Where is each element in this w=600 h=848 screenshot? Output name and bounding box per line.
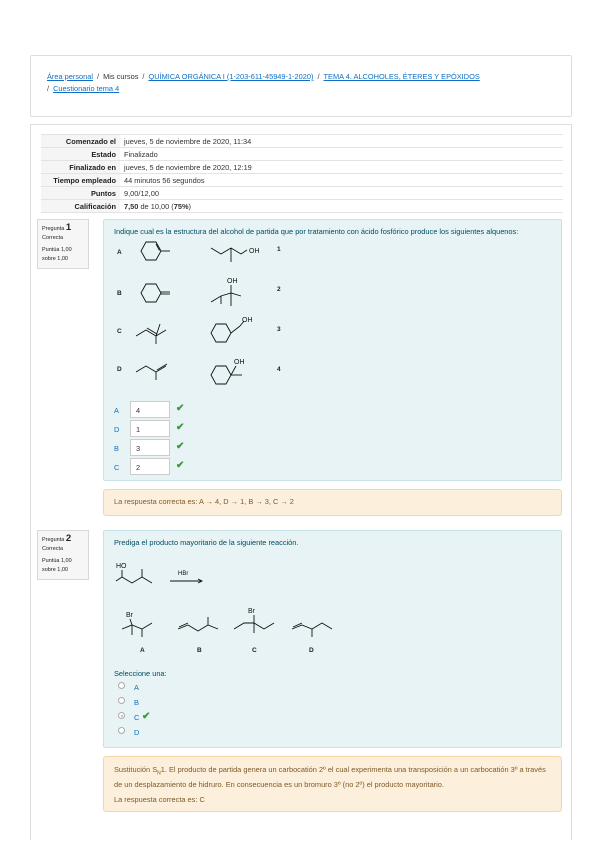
question-text: Indique cual es la estructura del alcohol de partida que por tratamiento con ácido fosfórico produce los siguientes alquenos: (114, 227, 519, 236)
grade-value: 7,50 (124, 201, 139, 211)
select-one-label: Seleccione una: (114, 669, 167, 678)
radio-button[interactable] (118, 682, 125, 689)
svg-text:Br: Br (248, 608, 255, 615)
svg-text:HO: HO (116, 563, 127, 570)
question-1-content: Indique cual es la estructura del alcohol de partida que por tratamiento con ácido fosfórico produce los siguientes alquenos: A B C D OH OH OH OH 1 2 3 4 A 4 ✔ D 1 ✔ B 3 ✔ C 2 ✔ (103, 219, 562, 481)
breadcrumb-quiz-link[interactable]: Cuestionario tema 4 (53, 84, 120, 93)
attempt-summary-table (41, 134, 563, 213)
breadcrumb-course-link[interactable]: QUÍMICA ORGÁNICA I (1-203-611-45949-1-2020) (148, 72, 314, 81)
radio-button[interactable] (118, 697, 125, 704)
match-select[interactable]: 2 (130, 458, 170, 475)
radio-button-selected[interactable] (118, 712, 125, 719)
svg-text:OH: OH (234, 359, 245, 366)
question-number: 2 (65, 533, 72, 544)
molecule-D (134, 358, 179, 386)
svg-text:HBr: HBr (178, 571, 189, 577)
match-select[interactable]: 3 (130, 439, 170, 456)
general-feedback-text: Sustitución $S_N1$. El producto de partida genera un carbocatión 2º el cual experimenta una transposición a un carbocatión 3º a través de un desplazamiento de hidruro. En consecuencia es un bromuro 3º (no 2º) el producto mayoritario. (114, 765, 546, 790)
product-B (176, 613, 226, 643)
question-state: Correcta (42, 546, 64, 552)
molecule-2 (209, 276, 259, 316)
reactant-molecule (112, 559, 162, 589)
question-2-content: Prediga el producto mayoritario de la siguiente reacción. HO HBr Br Br A B C D Seleccione una: A B C ✔ D (103, 530, 562, 748)
match-select[interactable]: 1 (130, 420, 170, 437)
molecule-B (136, 280, 181, 310)
svg-text:Br: Br (126, 612, 133, 619)
breadcrumb-separator: / (47, 84, 50, 93)
question-number: 1 (65, 222, 72, 233)
check-icon: ✔ (176, 441, 185, 452)
molecule-4 (206, 356, 266, 396)
question-2-info: Pregunta 2 Correcta Puntúa 1,00 sobre 1,00 (37, 530, 89, 580)
summary-row-started: Comenzado el jueves, 5 de noviembre de 2020, 11:34 (41, 135, 563, 148)
molecule-C (134, 320, 179, 348)
check-icon: ✔ (142, 711, 151, 722)
breadcrumb-separator: / (142, 72, 145, 81)
summary-row-completed: Finalizado en jueves, 5 de noviembre de 2020, 12:19 (41, 161, 563, 174)
check-icon: ✔ (176, 403, 185, 414)
question-1-info: Pregunta 1 Correcta Puntúa 1,00 sobre 1,00 (37, 219, 89, 269)
question-text: Prediga el producto mayoritario de la siguiente reacción. (114, 538, 299, 547)
reaction-arrow (168, 569, 208, 585)
summary-row-time-taken: Tiempo empleado 44 minutos 56 segundos (41, 174, 563, 187)
molecule-1 (209, 236, 269, 276)
check-icon: ✔ (176, 460, 185, 471)
product-C (232, 607, 282, 643)
check-icon: ✔ (176, 422, 185, 433)
svg-text:OH: OH (227, 278, 238, 285)
breadcrumb-separator: / (317, 72, 320, 81)
breadcrumb-separator: / (97, 72, 100, 81)
summary-row-state: Estado Finalizado (41, 148, 563, 161)
match-select[interactable]: 4 (130, 401, 170, 418)
correct-answer-text: La respuesta correcta es: C (114, 795, 205, 805)
breadcrumb (30, 55, 572, 117)
question-2-feedback (103, 756, 562, 812)
product-D (290, 613, 340, 643)
breadcrumb-topic-link[interactable]: TEMA 4. ALCOHOLES, ÉTERES Y EPÓXIDOS (323, 72, 480, 81)
molecule-A (136, 238, 176, 268)
summary-row-marks: Puntos 9,00/12,00 (41, 187, 563, 200)
radio-button[interactable] (118, 727, 125, 734)
summary-row-grade: Calificación 7,50 de 10,00 (75%) (41, 200, 563, 213)
question-state: Correcta (42, 235, 64, 241)
svg-text:OH: OH (242, 317, 253, 324)
correct-answer-text: La respuesta correcta es: A → 4, D → 1, B → 3, C → 2 (114, 497, 294, 506)
question-1-feedback (103, 489, 562, 516)
breadcrumb-home-link[interactable]: Área personal (47, 72, 94, 81)
product-A (118, 609, 168, 643)
breadcrumb-my-courses: Mis cursos (103, 72, 139, 81)
quiz-review-panel (30, 124, 572, 840)
molecule-3 (206, 316, 266, 356)
svg-text:OH: OH (249, 248, 260, 255)
